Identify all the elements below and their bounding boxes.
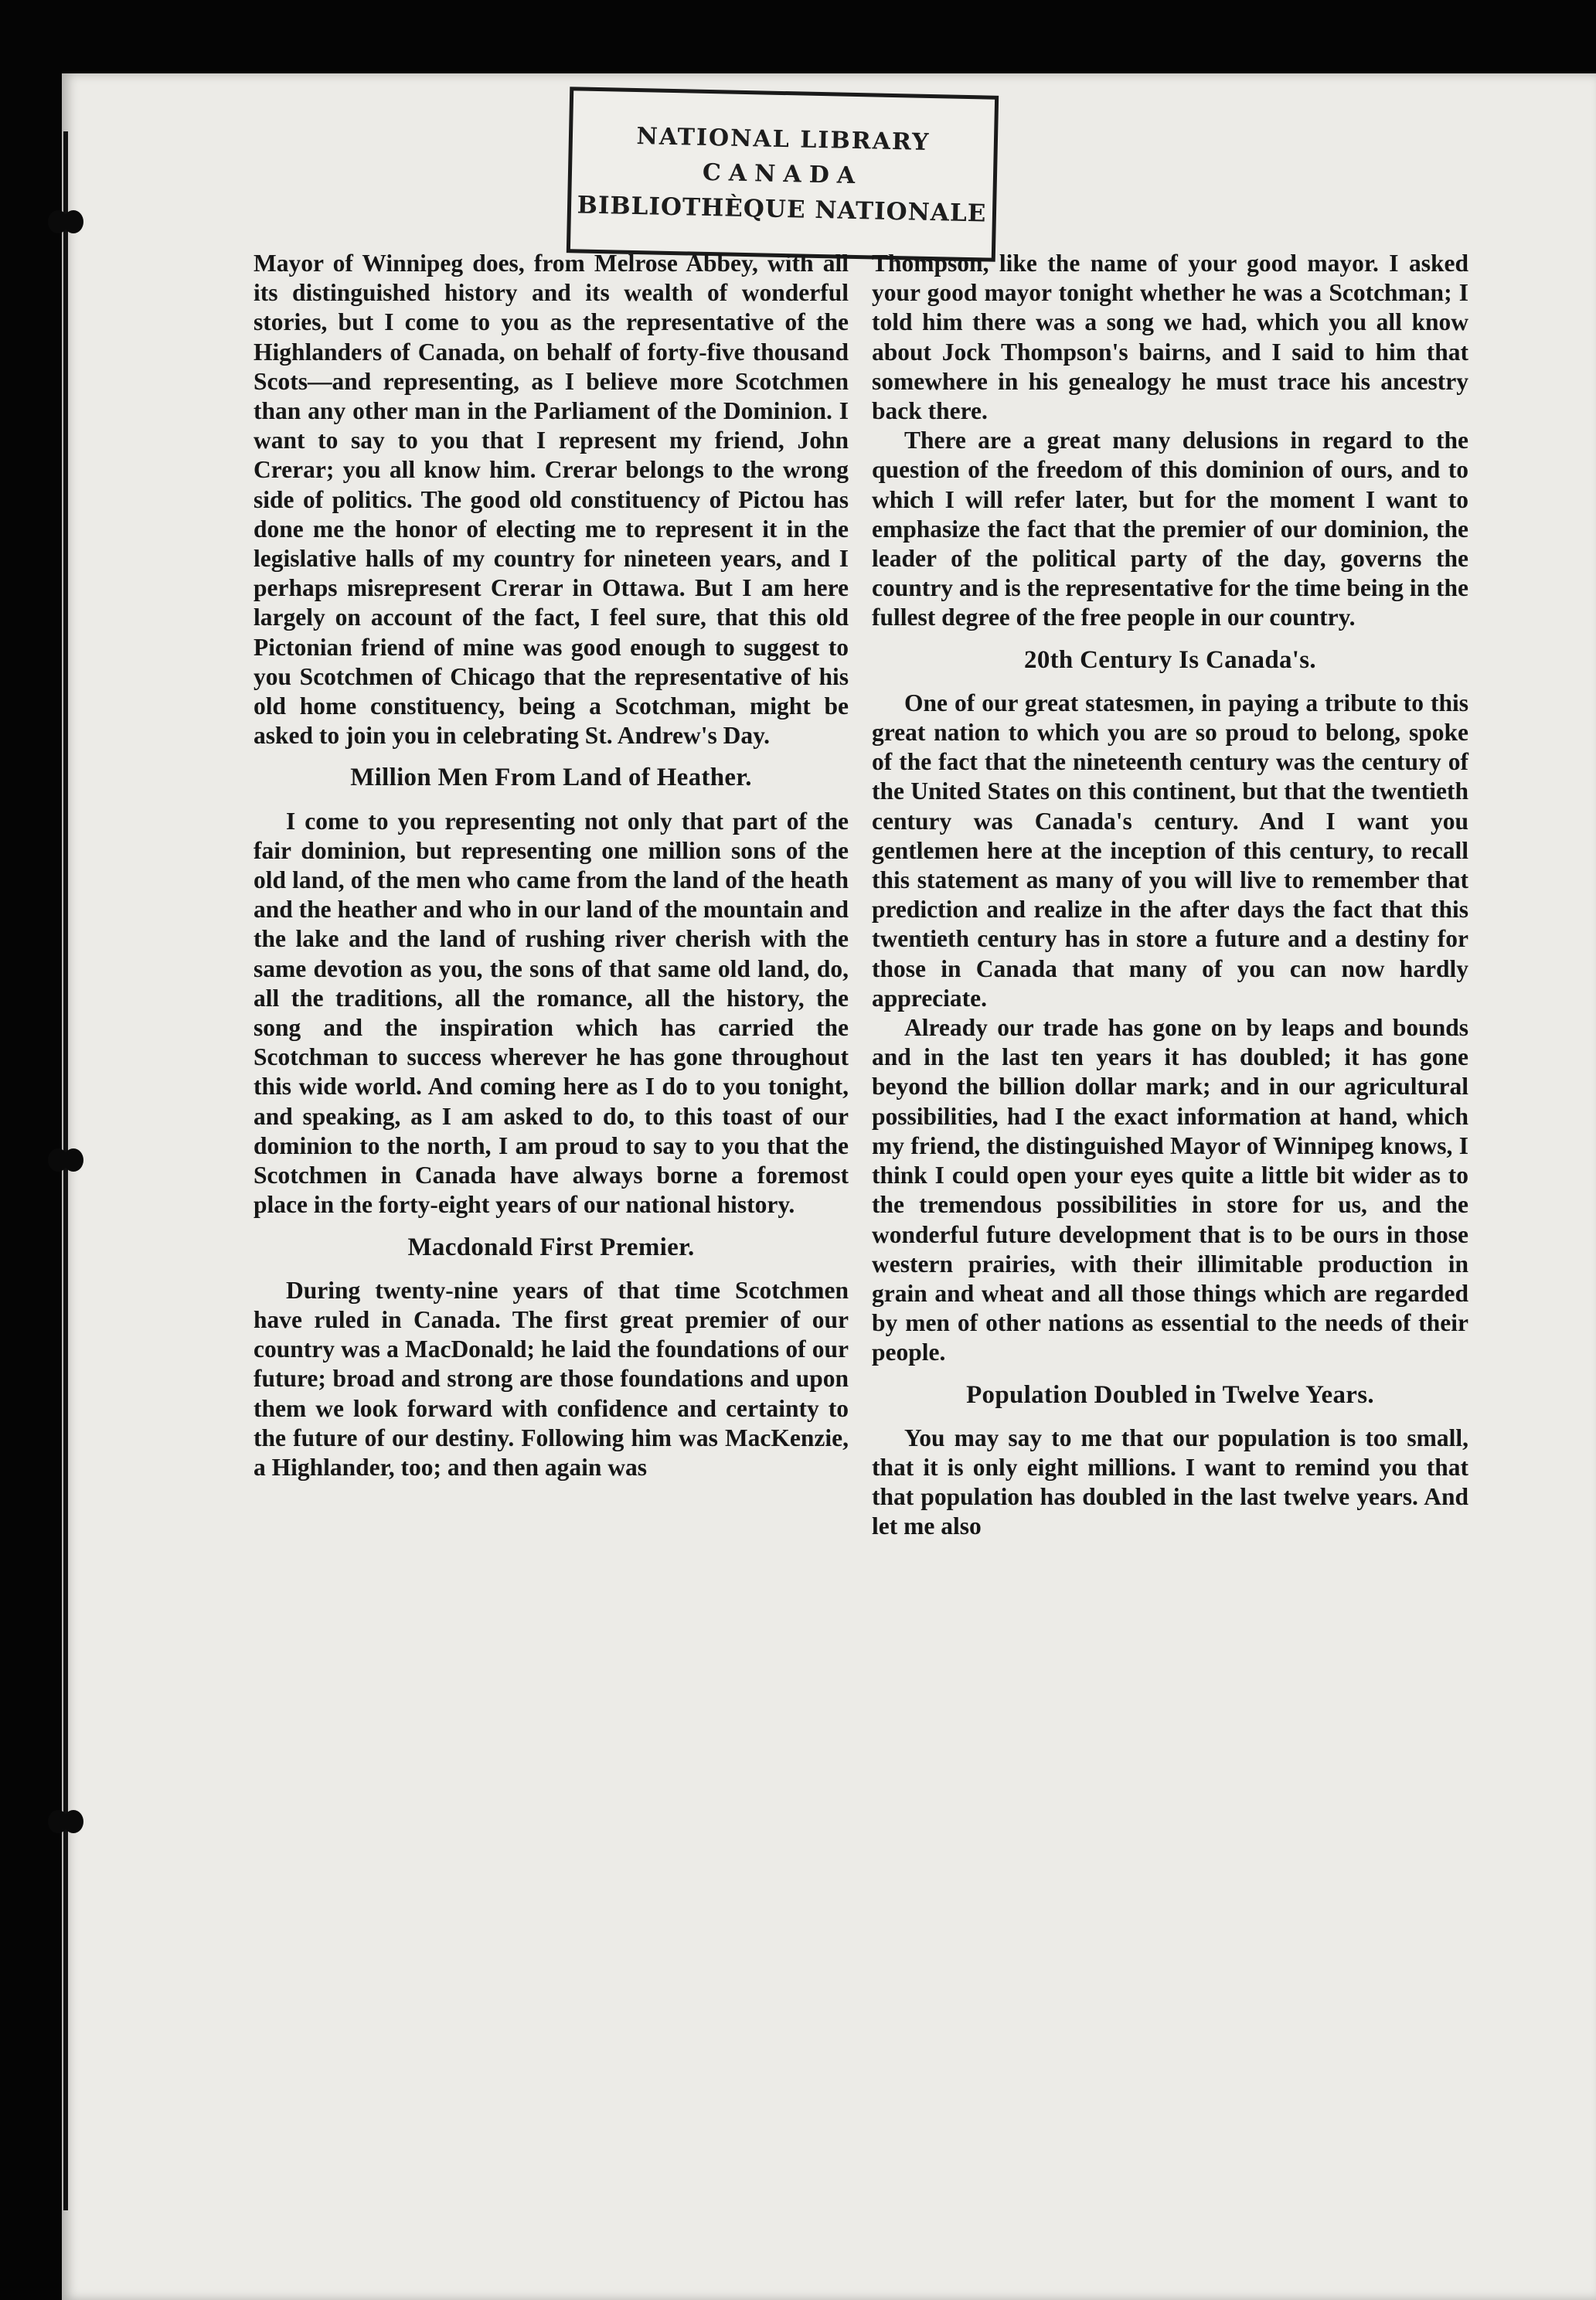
section-heading-20th-century: 20th Century Is Canada's. [1024, 645, 1316, 674]
stamp-line-1: NATIONAL LIBRARY [636, 123, 931, 156]
left-paragraph-2: I come to you representing not only that part of the fair dominion, but representing one million sons of the old land, of the men who came from the land of the heath and the heather and who in our land of the mountain and the lake and the land of rushing river cherish with the same devotion as you, the sons of that same old land, do, all the traditions, all the romance, all the history, the song and the inspiration which has carried the Scotchman to success wherever he has gone throughout this wide world. And coming here as I do to you tonight, and speaking, as I am asked to do, to this toast of our dominion to the north, I am proud to say to you that the Scotchmen in Canada have always borne a foremost place in the forty-eight years of our national history. [254, 807, 849, 1219]
section-heading-million-men: Million Men From Land of Heather. [350, 764, 752, 792]
right-paragraph-5: You may say to me that our population is too small, that it is only eight millions. I want to remind you that that population has doubled in the last twelve years. And let me also [872, 1424, 1468, 1540]
right-column [872, 249, 1468, 1542]
left-paragraph-3: During twenty-nine years of that time Scotchmen have ruled in Canada. The first great premier of our country was a MacDonald; he laid the foundations of our future; broad and strong are those foundations and upon them we look forward with confidence and certainty to the future of our destiny. Following him was MacKenzie, a Highlander, too; and then again was [254, 1276, 849, 1481]
right-paragraph-2: There are a great many delusions in regard to the question of the freedom of this dominion of ours, and to which I will refer later, but for the moment I want to emphasize the fact that the premier of our dominion, the leader of the political party of the day, governs the country and is the representative for the time being in the fullest degree of the free people in our country. [872, 427, 1468, 631]
section-heading-macdonald: Macdonald First Premier. [407, 1233, 695, 1261]
binding-tie-top [48, 209, 83, 235]
binding-tie-middle [48, 1147, 83, 1173]
binding-tie-bottom [48, 1808, 83, 1835]
library-stamp [567, 87, 999, 262]
right-paragraph-1: Thompson, like the name of your good mayor. I asked your good mayor tonight whether he was a Scotchman; I told him there was a song we had, which you all know about Jock Thompson's bairns, and I said to him that somewhere in his genealogy he must trace his ancestry back there. [872, 250, 1468, 425]
stamp-line-2: CANADA [702, 158, 863, 190]
left-column [254, 249, 849, 1482]
right-paragraph-4: Already our trade has gone on by leaps and bounds and in the last ten years it has doubled; it has gone beyond the billion dollar mark; and in our agricultural possibilities, had I the exact information at hand, which my friend, the distinguished Mayor of Winnipeg knows, I think I could open your eyes quite a little bit wider as to the tremendous possibilities in store for us, and the wonderful future development that is to be ours in those western prairies, with their illimitable production in grain and wheat and all those things which are regarded by men of other nations as essential to the needs of their people. [872, 1014, 1468, 1366]
section-heading-population: Population Doubled in Twelve Years. [966, 1380, 1374, 1409]
stamp-line-3: BIBLIOTHÈQUE NATIONALE [577, 191, 987, 228]
right-paragraph-3: One of our great statesmen, in paying a tribute to this great nation to which you are so proud to belong, spoke of the fact that the nineteenth century was the century of the United States on this continent, but that the twentieth century was Canada's century. And I want you gentlemen here at the inception of this century, to recall this statement as many of you will live to remember that prediction and realize in the after days the fact that this twentieth century has in store a future and a destiny for those in Canada that many of you can now hardly appreciate. [872, 689, 1468, 1012]
left-paragraph-1: Mayor of Winnipeg does, from Melrose Abbey, with all its distinguished history and its wealth of wonderful stories, but I come to you as the representative of the Highlanders of Canada, on behalf of forty-five thousand Scots—and representing, as I believe more Scotchmen than any other man in the Parliament of the Dominion. I want to say to you that I represent my friend, John Crerar; you all know him. Crerar belongs to the wrong side of politics. The good old constituency of Pictou has done me the honor of electing me to represent it in the legislative halls of my country for nineteen years, and I perhaps misrepresent Crerar in Ottawa. But I am here largely on account of the fact, I feel sure, that this old Pictonian friend of mine was good enough to suggest to you Scotchmen of Chicago that the representative of his old home constituency, being a Scotchman, might be asked to join you in celebrating St. Andrew's Day. [254, 250, 849, 750]
